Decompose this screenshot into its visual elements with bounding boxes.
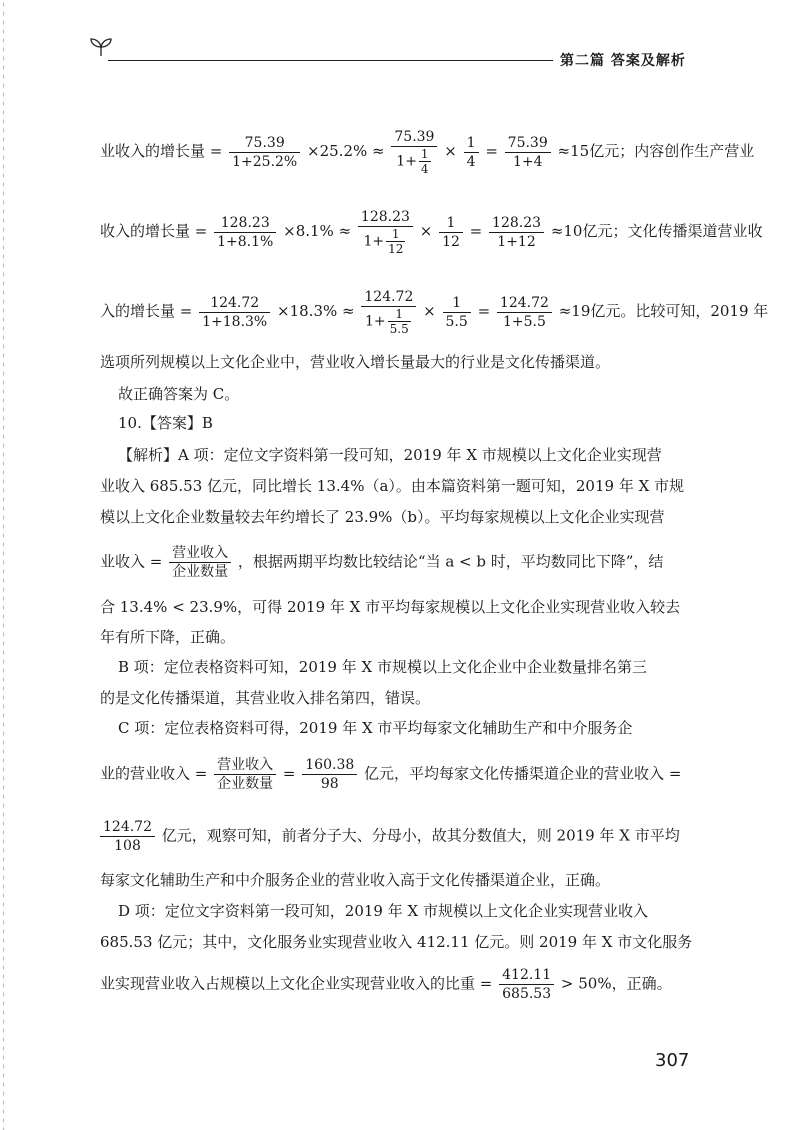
text: 业收入的增长量 = xyxy=(100,142,223,160)
text: × xyxy=(444,142,457,160)
text: 亿元，观察可知，前者分子大、分母小，故其分数值大，则 2019 年 X 市平均 xyxy=(161,826,680,845)
paragraph-line: 选项所列规模以上文化企业中，营业收入增长量最大的行业是文化传播渠道。 xyxy=(100,353,611,371)
option-d-line: 685.53 亿元；其中，文化服务业实现营业收入 412.11 亿元。则 2019 年 X 市文化服务 xyxy=(100,933,693,951)
text: 入的增长量 = xyxy=(100,302,193,320)
text: ≈19亿元。比较可知，2019 年 xyxy=(558,302,769,320)
sprout-icon xyxy=(88,36,114,58)
fraction: $\frac{128.23}{1+8.1\%}$ xyxy=(214,214,276,251)
formula-line-2 xyxy=(100,208,762,256)
formula-line-3 xyxy=(100,288,768,336)
fraction: $\frac{124.72}{108}$ xyxy=(100,818,155,855)
analysis-formula-line xyxy=(100,544,663,581)
analysis-line: 年有所下降，正确。 xyxy=(100,628,236,646)
fraction: $\frac{160.38}{98}$ xyxy=(302,756,357,793)
fraction: $\frac{1}{12}$ xyxy=(439,214,463,251)
text: ×18.3% ≈ xyxy=(277,302,355,320)
text: × xyxy=(423,302,436,320)
fraction: $\frac{1}{4}$ xyxy=(464,134,479,171)
page-number: 307 xyxy=(655,1050,690,1071)
text: ×8.1% ≈ xyxy=(283,222,352,240)
fraction: $\frac{75.39}{1+4}$ xyxy=(505,134,551,171)
fraction: $\frac{124.72}{1+18.3\%}$ xyxy=(199,294,270,331)
text: ≈15亿元；内容创作生产营业 xyxy=(557,142,755,160)
fraction: $\frac{75.39}{1+25.2\%}$ xyxy=(229,134,300,171)
text: > 50%，正确。 xyxy=(560,974,672,993)
header-section-title: 第二篇 答案及解析 xyxy=(560,53,686,69)
text: 业收入 = xyxy=(100,552,163,571)
text: = xyxy=(282,764,296,783)
fraction: $\frac{412.11}{685.53}$ xyxy=(499,966,554,1003)
fraction: $\frac{124.72}{1+5.5}$ xyxy=(497,294,552,331)
header-rule xyxy=(108,60,553,61)
fraction: 128.23 1+ $\frac{1}{12}$ xyxy=(358,208,413,256)
binding-margin xyxy=(2,0,5,1130)
formula-line-1 xyxy=(100,128,754,176)
option-d-formula-line xyxy=(100,966,672,1003)
analysis-line: 合 13.4% < 23.9%，可得 2019 年 X 市平均每家规模以上文化企业实现营业收入较去 xyxy=(100,598,681,616)
option-c-line: 每家文化辅助生产和中介服务企业的营业收入高于文化传播渠道企业，正确。 xyxy=(100,871,611,889)
text: = xyxy=(485,142,498,160)
text: = xyxy=(469,222,483,240)
option-c-line: C 项：定位表格资料可得，2019 年 X 市平均每家文化辅助生产和中介服务企 xyxy=(118,719,633,737)
fraction: $\frac{\text{营业收入}}{\text{企业数量}}$ xyxy=(214,756,276,793)
option-c-formula-line xyxy=(100,756,681,793)
text: 业的营业收入 = xyxy=(100,764,208,783)
text: ，根据两期平均数比较结论“当 a < b 时，平均数同比下降”，结 xyxy=(237,552,664,571)
fraction: 124.72 1+ $\frac{1}{5.5}$ xyxy=(361,288,416,336)
option-c-formula-line xyxy=(100,818,680,855)
question-answer: 10.【答案】B xyxy=(118,414,213,432)
text: 亿元，平均每家文化传播渠道企业的营业收入 = xyxy=(364,764,682,783)
fraction: $\frac{1}{5.5}$ xyxy=(443,294,471,331)
option-b-line: B 项：定位表格资料可知，2019 年 X 市规模以上文化企业中企业数量排名第三 xyxy=(118,658,647,676)
analysis-line: 业收入 685.53 亿元，同比增长 13.4%（a）。由本篇资料第一题可知，2019 年 X 市规 xyxy=(100,477,685,495)
text: 业实现营业收入占规模以上文化企业实现营业收入的比重 = xyxy=(100,974,493,993)
text: ≈10亿元；文化传播渠道营业收 xyxy=(550,222,763,240)
option-b-line: 的是文化传播渠道，其营业收入排名第四，错误。 xyxy=(100,689,431,707)
fraction: $\frac{128.23}{1+12}$ xyxy=(489,214,544,251)
option-d-line: D 项：定位文字资料第一段可知，2019 年 X 市规模以上文化企业实现营业收入 xyxy=(118,902,648,920)
fraction: 75.39 1+ $\frac{1}{4}$ xyxy=(391,128,437,176)
fraction: $\frac{\text{营业收入}}{\text{企业数量}}$ xyxy=(169,544,231,581)
text: 收入的增长量 = xyxy=(100,222,208,240)
analysis-line: 【解析】A 项：定位文字资料第一段可知，2019 年 X 市规模以上文化企业实现营 xyxy=(118,446,662,464)
text: ×25.2% ≈ xyxy=(307,142,385,160)
analysis-line: 模以上文化企业数量较去年约增长了 23.9%（b）。平均每家规模以上文化企业实现营 xyxy=(100,508,665,526)
text: = xyxy=(477,302,491,320)
text: × xyxy=(419,222,433,240)
answer-line: 故正确答案为 C。 xyxy=(118,385,240,403)
